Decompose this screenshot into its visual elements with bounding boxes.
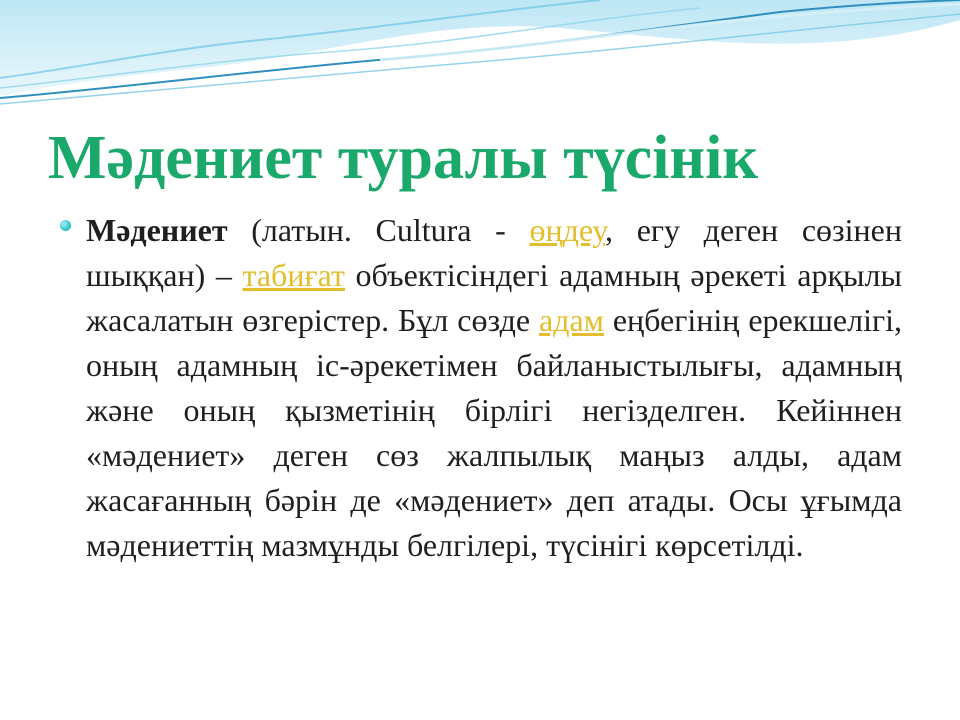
bullet-icon	[60, 220, 71, 231]
text-segment-3: объектісіндегі адамның әрекеті арқылы жасалатын өзгерістер. Бұл сөзде	[86, 257, 903, 338]
link-adam[interactable]: адам	[538, 302, 604, 338]
link-tabigat[interactable]: табиғат	[242, 257, 345, 293]
bullet-paragraph	[86, 208, 902, 568]
term-madeniet: Мәдениет	[86, 212, 228, 248]
text-segment-1: (латын. Cultura -	[227, 212, 530, 248]
text-segment-4: еңбегінің ерекшелігі, оның адамның іс-әрекетімен байланыстылығы, адамның және оның қызметінің бірлігі негізделген. Кейіннен «мәдениет» деген сөз жалпылық маңыз алды, адам жасағанның бәрін де «мәдениет» деп атады. Осы ұғымда мәдениеттің мазмұнды белгілері, түсінігі көрсетілді.	[86, 302, 902, 563]
wave-header-decoration	[0, 0, 960, 120]
content-body	[60, 208, 902, 568]
text-segment-2: , егу деген сөзінен шыққан) –	[86, 212, 903, 293]
slide-title: Мәдениет туралы түсінік	[48, 124, 759, 192]
link-ondeu[interactable]: өңдеу	[529, 212, 606, 248]
